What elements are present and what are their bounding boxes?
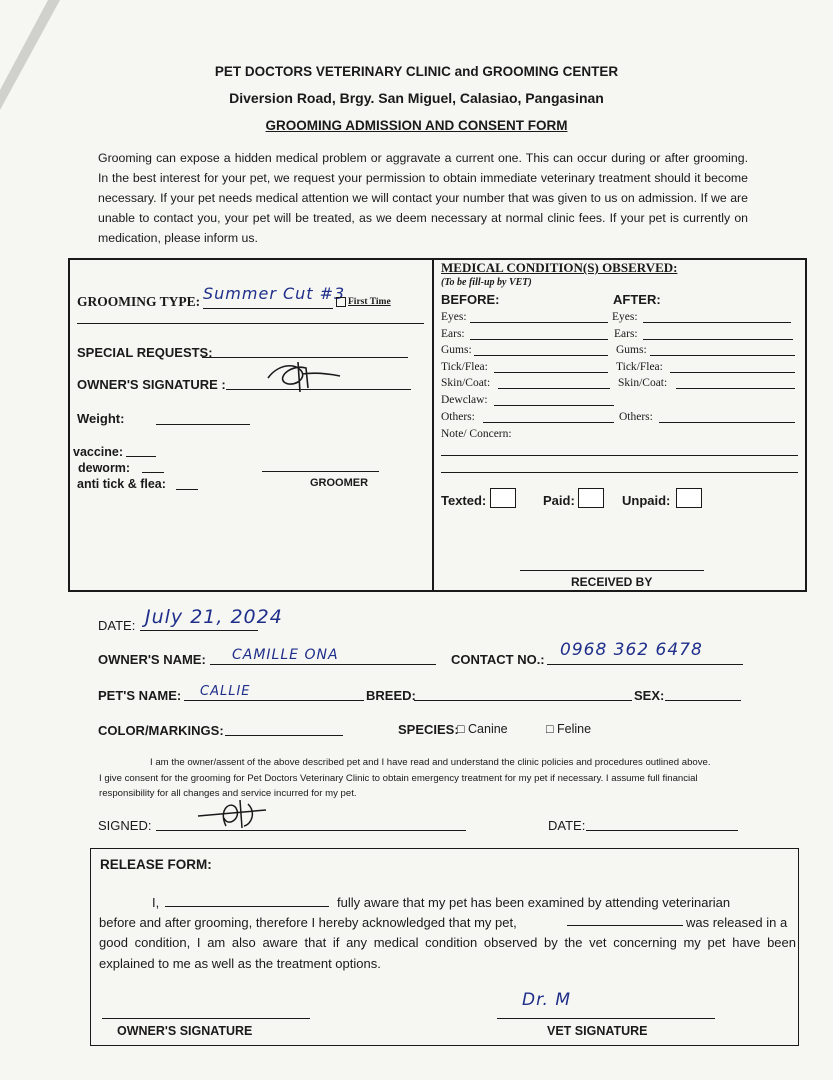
vet-initials: Dr. M xyxy=(522,990,571,1010)
vet-signature-line xyxy=(497,1018,715,1019)
after-skin-line xyxy=(676,388,795,389)
owner-name-line xyxy=(210,664,436,665)
owner-name-label: OWNER'S NAME: xyxy=(98,652,206,667)
vaccine-line xyxy=(126,456,156,457)
before-gums-label: Gums: xyxy=(441,344,472,356)
release-owner-signature-label: OWNER'S SIGNATURE xyxy=(117,1024,253,1038)
before-dewclaw-label: Dewclaw: xyxy=(441,394,488,406)
deworm-line xyxy=(142,472,164,473)
after-ears-label: Ears: xyxy=(614,328,638,340)
note-concern-label: Note/ Concern: xyxy=(441,428,512,440)
before-skin-line xyxy=(498,388,610,389)
groomer-line xyxy=(262,471,379,472)
consent-line-1: I am the owner/assent of the above described pet and I have read and understand the clinic policies and procedures outlined above. xyxy=(150,757,711,768)
release-pet-line xyxy=(567,925,683,926)
special-requests-label: SPECIAL REQUESTS: xyxy=(77,345,213,360)
box-divider xyxy=(432,258,434,592)
groomer-label: GROOMER xyxy=(310,477,369,489)
note-line-2 xyxy=(441,472,798,473)
release-text-b: before and after grooming, therefore I hereby acknowledged that my pet, xyxy=(99,915,517,930)
breed-label: BREED: xyxy=(366,688,416,703)
date-value[interactable]: July 21, 2024 xyxy=(145,606,283,628)
release-text-c: was released in a xyxy=(686,915,788,930)
pet-name-label: PET'S NAME: xyxy=(98,688,182,703)
owner-signature-label: OWNER'S SIGNATURE : xyxy=(77,377,226,392)
pet-name-line xyxy=(184,700,364,701)
color-markings-line xyxy=(225,735,343,736)
before-eyes-line xyxy=(470,322,608,323)
sex-line xyxy=(665,700,741,701)
texted-checkbox[interactable] xyxy=(490,488,516,508)
breed-line xyxy=(414,700,632,701)
anti-tick-line xyxy=(176,489,198,490)
species-feline-option[interactable]: □ Feline xyxy=(546,722,592,736)
vaccine-label: vaccine: xyxy=(73,445,124,459)
clinic-name: PET DOCTORS VETERINARY CLINIC and GROOMING CENTER xyxy=(214,64,619,79)
intro-paragraph: Grooming can expose a hidden medical problem or aggravate a current one. This can occur during or after grooming. In the best interest for your pet, we request your permission to obtain immediate veterinary treatment should it become necessary. If your pet needs medical attention we will contact your number that was given to us on admission. If we are unable to contact you, your pet will be treated, as we deem necessary at normal clinic fees. If your pet is currently on medication, please inform us. xyxy=(98,151,748,245)
grooming-type-label: GROOMING TYPE: xyxy=(77,294,201,309)
contact-label: CONTACT NO.: xyxy=(451,652,545,667)
first-time-label: First Time xyxy=(348,297,391,307)
date-label: DATE: xyxy=(98,618,136,633)
grooming-type-line-2 xyxy=(77,323,424,324)
release-owner-signature-line xyxy=(102,1018,310,1019)
contact-value[interactable]: 0968 362 6478 xyxy=(560,640,703,660)
texted-label: Texted: xyxy=(441,493,487,508)
before-others-label: Others: xyxy=(441,411,475,423)
anti-tick-label: anti tick & flea: xyxy=(77,477,166,491)
consent-signature-scribble xyxy=(196,796,276,832)
consent-date-label: DATE: xyxy=(548,818,586,833)
medical-condition-title: MEDICAL CONDITION(S) OBSERVED: xyxy=(441,260,678,275)
after-eyes-line xyxy=(643,322,791,323)
unpaid-checkbox[interactable] xyxy=(676,488,702,508)
form-title: GROOMING ADMISSION AND CONSENT FORM xyxy=(265,118,568,133)
consent-line-2: I give consent for the grooming for Pet Doctors Veterinary Clinic to obtain emergency treatment for my pet if necessary. I assume full financial xyxy=(99,773,698,784)
sex-label: SEX: xyxy=(634,688,665,703)
before-tick-line xyxy=(494,372,608,373)
clinic-address: Diversion Road, Brgy. San Miguel, Calasiao, Pangasinan xyxy=(229,90,604,106)
before-skin-label: Skin/Coat: xyxy=(441,377,491,389)
grooming-type-line xyxy=(203,308,333,309)
release-form-title: RELEASE FORM: xyxy=(100,857,212,872)
before-gums-line xyxy=(474,355,608,356)
after-eyes-label: Eyes: xyxy=(612,311,638,323)
before-label: BEFORE: xyxy=(441,292,500,307)
first-time-checkbox[interactable] xyxy=(336,297,346,307)
after-others-label: Others: xyxy=(619,411,653,423)
before-ears-line xyxy=(470,339,608,340)
vet-signature-label: VET SIGNATURE xyxy=(547,1024,648,1038)
date-line xyxy=(140,630,258,631)
owner-signature-scribble xyxy=(262,358,344,394)
after-tick-label: Tick/Flea: xyxy=(616,361,663,373)
after-ears-line xyxy=(643,339,793,340)
species-canine-option[interactable]: □ Canine xyxy=(457,722,508,736)
before-others-line xyxy=(483,422,614,423)
deworm-label: deworm: xyxy=(78,461,131,475)
paid-checkbox[interactable] xyxy=(578,488,604,508)
release-text-d: good condition, I am also aware that if any medical condition observed by the vet concerning my pet have been explained to me as well as the treatment options. xyxy=(99,935,796,971)
after-others-line xyxy=(659,422,795,423)
signed-label: SIGNED: xyxy=(98,818,152,833)
release-name-line xyxy=(165,906,329,907)
species-label: SPECIES: xyxy=(398,722,459,737)
received-by-line xyxy=(520,570,704,571)
weight-label: Weight: xyxy=(77,411,125,426)
release-text-a: fully aware that my pet has been examined by attending veterinarian xyxy=(337,895,731,910)
contact-line xyxy=(547,664,743,665)
medical-condition-subtitle: (To be fill-up by VET) xyxy=(441,277,532,288)
after-gums-line xyxy=(650,355,795,356)
received-by-label: RECEIVED BY xyxy=(571,575,653,589)
owner-name-value[interactable]: CAMILLE ONA xyxy=(232,647,339,663)
before-ears-label: Ears: xyxy=(441,328,465,340)
before-dewclaw-line xyxy=(494,405,614,406)
after-gums-label: Gums: xyxy=(616,344,647,356)
note-line-1 xyxy=(441,455,798,456)
unpaid-label: Unpaid: xyxy=(622,493,671,508)
before-tick-label: Tick/Flea: xyxy=(441,361,488,373)
grooming-type-value[interactable]: Summer Cut #3 xyxy=(203,284,346,303)
after-skin-label: Skin/Coat: xyxy=(618,377,668,389)
paid-label: Paid: xyxy=(543,493,575,508)
before-eyes-label: Eyes: xyxy=(441,311,467,323)
consent-line-3: responsibility for all changes and service incurred for my pet. xyxy=(99,788,357,799)
after-tick-line xyxy=(670,372,795,373)
after-label: AFTER: xyxy=(613,292,661,307)
consent-date-line xyxy=(586,830,738,831)
release-text-i: I, xyxy=(152,895,160,910)
weight-line xyxy=(156,424,250,425)
pet-name-value[interactable]: CALLIE xyxy=(200,684,251,699)
color-markings-label: COLOR/MARKINGS: xyxy=(98,723,224,738)
